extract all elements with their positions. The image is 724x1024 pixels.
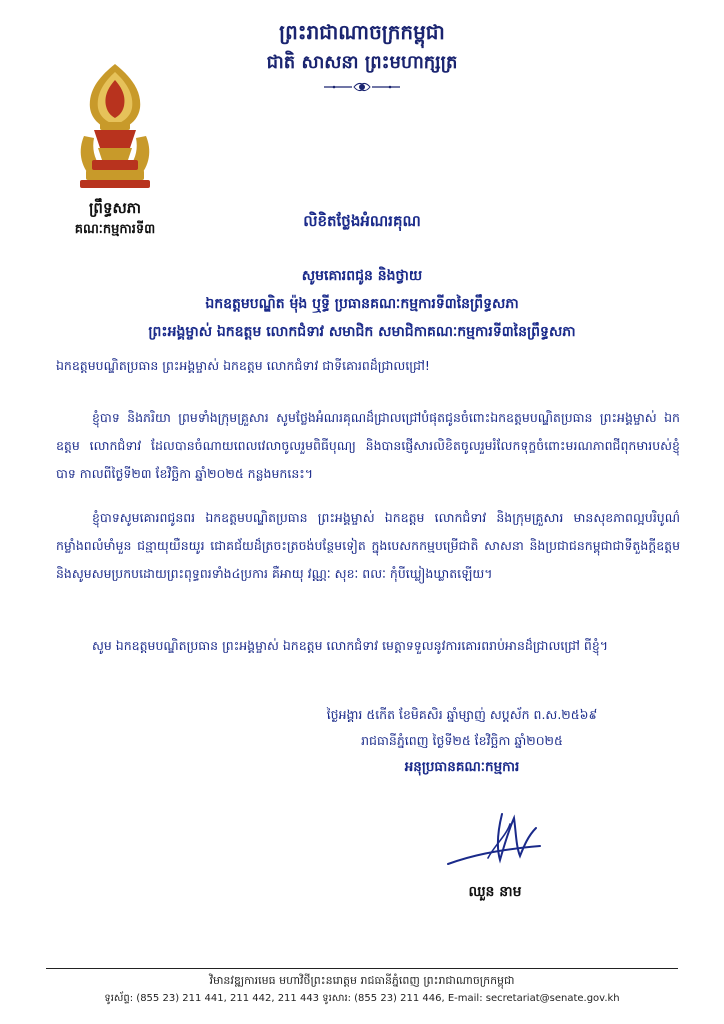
commission-name: គណៈកម្មការទី៣ <box>74 222 156 237</box>
body-paragraph-2: ខ្ញុំបាទសូមគោរពជូនពរ ឯកឧត្តមបណ្ឌិតប្រធាន ព្រះអង្គម្ចាស់ ឯកឧត្តម លោកជំទាវ និងក្រុមគ្រួសារ មានសុខភាពល្អបរិបូណ៌ កម្លាំងពលំមាំមួន ជន្មាយុយឺនយូរ ជោគជ័យដ៏ត្រចះត្រចង់បន្ថែមទៀត ក្នុងបេសកកម្មបម្រើជាតិ សាសនា និងប្រជាជនកម្ពុជាជាទីតួងក្តីឧត្តម និងសូមសមប្រកបដោយព្រះពុទ្ធពរទាំង៤ប្រការ គឺអាយុ វណ្ណៈ សុខៈ ពលៈ កុំបីឃ្លៀងឃ្លាតឡើយ។ <box>56 510 680 581</box>
institution-block <box>40 198 190 240</box>
body-paragraph-3: សូម ឯកឧត្តមបណ្ឌិតប្រធាន ព្រះអង្គម្ចាស់ ឯកឧត្តម លោកជំទាវ មេត្តាទទួលនូវការគោរពរាប់អានដ៏ជ្រាលជ្រៅ ពីខ្ញុំ។ <box>92 638 609 653</box>
addressee-members: ព្រះអង្គម្ចាស់ ឯកឧត្តម លោកជំទាវ សមាជិក សមាជិកាគណៈកម្មការទី៣នៃព្រឹទ្ធសភា <box>148 324 576 340</box>
footer <box>46 972 678 1008</box>
header-ornament-icon <box>322 80 402 94</box>
footer-divider <box>46 968 678 969</box>
senate-emblem-icon <box>70 62 160 192</box>
date-block <box>252 702 672 780</box>
salutation: ឯកឧត្តមបណ្ឌិតប្រធាន ព្រះអង្គម្ចាស់ ឯកឧត្តម លោកជំទាវ ជាទីគោរពដ៏ជ្រាលជ្រៅ! <box>56 358 430 373</box>
addressee-block <box>40 262 684 346</box>
kingdom-name: ព្រះរាជាណាចក្រកម្ពុជា <box>279 20 445 44</box>
lunar-date: ថ្ងៃអង្គារ ៥កើត ខែមិគសិរ ឆ្នាំម្សាញ់ សប្តស័ក ព.ស.២៥៦៩ <box>326 707 598 722</box>
solar-date: រាជធានីភ្នំពេញ ថ្ងៃទី២៥ ខែវិច្ឆិកា ឆ្នាំ២០២៥ <box>361 733 563 748</box>
addressee-chairman: ឯកឧត្តមបណ្ឌិត ម៉ុង ឬទ្ធី ប្រធានគណៈកម្មការទី៣នៃព្រឹទ្ធសភា <box>205 296 519 312</box>
signer-name: ឈួន នាម <box>468 884 522 900</box>
body-paragraph-1: ខ្ញុំបាទ និងភរិយា ព្រមទាំងក្រុមគ្រួសារ សូមថ្លែងអំណរគុណដ៏ជ្រាលជ្រៅបំផុតជូនចំពោះឯកឧត្តមបណ្ឌិតប្រធាន ព្រះអង្គម្ចាស់ ឯកឧត្តម លោកជំទាវ ដែលបានចំណាយពេលវេលាចូលរួមពិធីបុណ្យ និងបានផ្ញើសារលិខិតចូលរួមរំលែកទុក្ខចំពោះមរណភាពជីពុកមារបស់ខ្ញុំបាទ កាលពីថ្ងៃទី២៣ ខែវិច្ឆិកា ឆ្នាំ២០២៥ កន្លងមកនេះ។ <box>56 410 680 481</box>
footer-contact: ទូរស័ព្ទ: (855 23) 211 441, 211 442, 211 443 ទូរសារ: (855 23) 211 446, E-mail: secretariat@senate.gov.kh <box>104 993 620 1004</box>
signer-role: អនុប្រធានគណៈកម្មការ <box>404 759 520 775</box>
national-motto: ជាតិ សាសនា ព្រះមហាក្សត្រ <box>266 52 458 73</box>
footer-address: វិមានវឌ្ឍការមេធ មហាវិថីព្រះនរោត្តម រាជធានីភ្នំពេញ ព្រះរាជាណាចក្រកម្ពុជា <box>209 974 515 987</box>
addressee-greeting: សូមគោរពជូន និងថ្វាយ <box>301 268 423 284</box>
document-title: លិខិតថ្លែងអំណរគុណ <box>303 212 421 230</box>
handwritten-signature <box>440 806 550 876</box>
institution-name: ព្រឹទ្ធសភា <box>88 199 142 217</box>
